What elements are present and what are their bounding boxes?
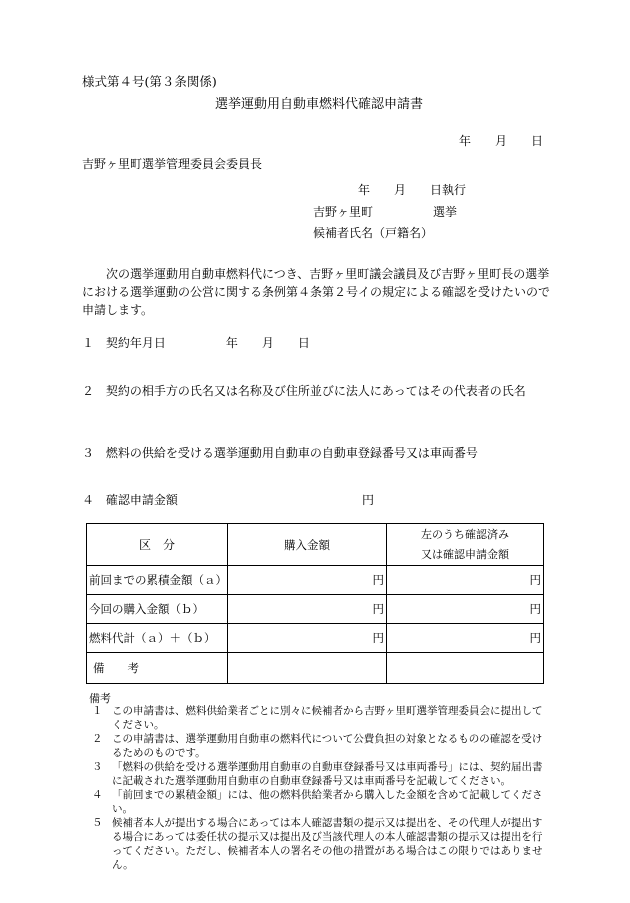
note-item [90,704,552,732]
item-number: ２ [82,384,95,398]
note-text: 「前回までの累積金額」には、他の燃料供給業者から購入した金額を含めて記載してください。 [112,789,543,815]
item-text: 確認申請金額 [105,493,178,507]
item-requested-amount [82,491,178,508]
remarks-cell[interactable] [228,653,387,684]
submission-date: 年 月 日 [459,134,544,148]
row-purchase-cell[interactable]: 円 [228,595,387,624]
note-text: この申請書は、燃料供給業者ごとに別々に候補者から吉野ヶ里町選挙管理委員会に提出してください。 [112,705,543,731]
note-number: １ [92,705,103,717]
item-number: ３ [82,446,95,460]
fuel-cost-table [86,523,544,684]
item-vehicle-number [82,444,478,461]
item-number: ４ [82,493,95,507]
header-purchase-amount: 購入金額 [228,524,387,566]
addressee: 吉野ヶ里町選挙管理委員会委員長 [82,157,263,171]
table-row [87,566,544,595]
notes-list [90,704,552,872]
row-purchase-cell[interactable]: 円 [228,566,387,595]
item-text: 燃料の供給を受ける選挙運動用自動車の自動車登録番号又は車両番号 [105,446,478,460]
table-row [87,595,544,624]
application-statement: 次の選挙運動用自動車燃料代につき、吉野ヶ里町議会議員及び吉野ヶ里町長の選挙における選挙運動の公営に関する条例第４条第２号イの規定による確認を受けたいので申請します。 [82,267,551,317]
table-row [87,624,544,653]
header-confirmed-line1: 左のうち確認済み [421,527,509,541]
election-name: 吉野ヶ里町 選挙 [313,205,458,219]
note-number: ３ [92,761,103,773]
note-item [90,732,552,760]
form-number: 様式第４号(第３条関係) [82,74,217,89]
table-header-row [87,524,544,566]
note-text: 「燃料の供給を受ける選挙運動用自動車の自動車登録番号又は車両番号」には、契約届出書に記載された選挙運動用自動車の自動車登録番号又は車両番号を記載してください。 [112,761,543,787]
note-item [90,788,552,816]
row-confirmed-cell[interactable]: 円 [387,595,544,624]
election-date: 年 月 日執行 [358,183,467,197]
item-text: 契約の相手方の氏名又は名称及び住所並びに法人にあってはその代表者の氏名 [105,384,526,398]
notes-title: 備考 [89,692,111,705]
table-row-remarks [87,653,544,684]
note-item [90,760,552,788]
note-item [90,816,552,872]
remarks-label: 備 考 [87,653,228,684]
requested-amount-yen: 円 [362,493,375,507]
candidate-name-label: 候補者氏名（戸籍名） [313,226,434,240]
remarks-cell[interactable] [387,653,544,684]
row-label: 燃料代計（ａ）＋（ｂ） [87,624,228,653]
header-confirmed-line2: 又は確認申請金額 [421,547,509,561]
note-number: ５ [92,817,103,829]
item-contract-party [82,382,526,399]
row-purchase-cell[interactable]: 円 [228,624,387,653]
row-label: 前回までの累積金額（ａ） [87,566,228,595]
note-number: ４ [92,789,103,801]
header-category: 区 分 [87,524,228,566]
item-text: 契約年月日 年 月 日 [105,336,310,350]
note-text: この申請書は、選挙運動用自動車の燃料代について公費負担の対象となるものの確認を受けるためのものです。 [112,733,543,759]
row-label: 今回の購入金額（ｂ） [87,595,228,624]
header-confirmed-amount [387,524,544,566]
item-contract-date [82,334,310,351]
row-confirmed-cell[interactable]: 円 [387,566,544,595]
item-number: １ [82,336,95,350]
document-title: 選挙運動用自動車燃料代確認申請書 [215,97,424,112]
note-number: ２ [92,733,103,745]
row-confirmed-cell[interactable]: 円 [387,624,544,653]
note-text: 候補者本人が提出する場合にあっては本人確認書類の提示又は提出を、その代理人が提出する場合にあっては委任状の提示又は提出及び当該代理人の本人確認書類の提示又は提出を行ってください。ただし、候補者本人の署名その他の措置がある場合はこの限りではありません。 [112,817,543,871]
